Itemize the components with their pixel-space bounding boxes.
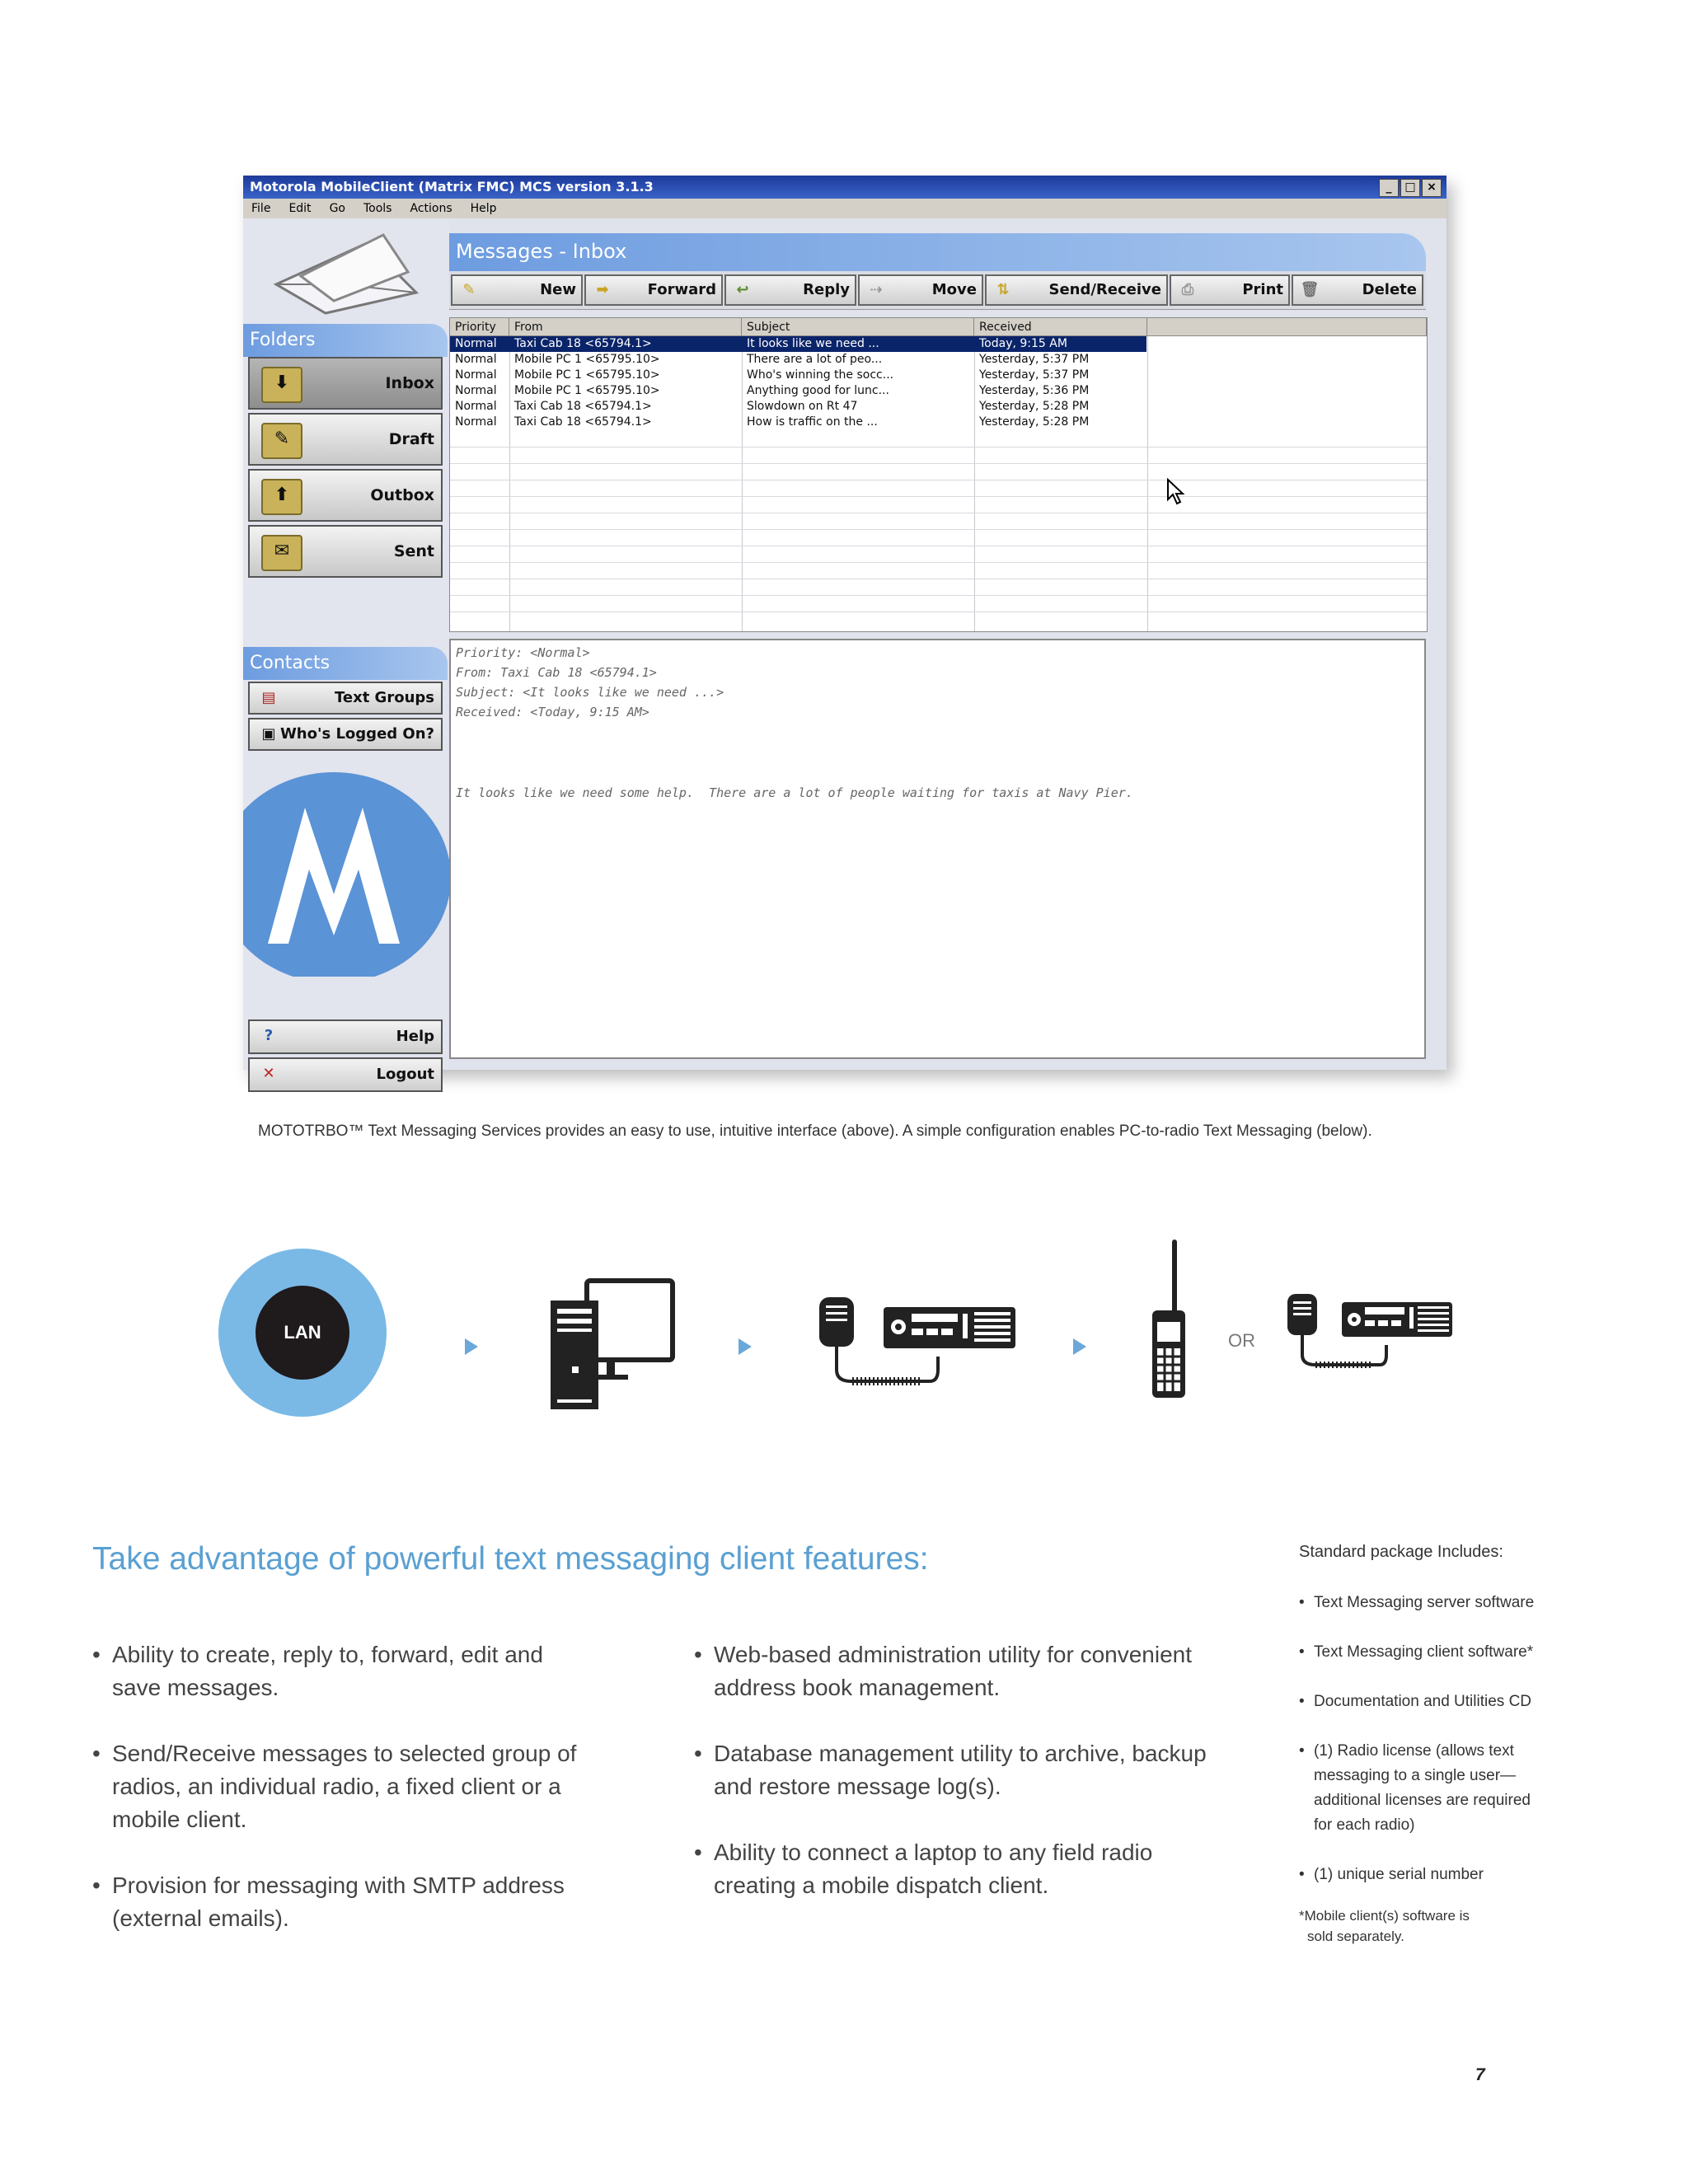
feature-line: address book management. bbox=[714, 1675, 1001, 1700]
motorola-logo bbox=[243, 771, 449, 977]
mobile-radio-icon bbox=[1282, 1287, 1456, 1378]
cell-from: Mobile PC 1 <65795.10> bbox=[514, 384, 660, 397]
logout-button[interactable] bbox=[248, 1057, 443, 1092]
outbox-icon: ⬆ bbox=[261, 479, 302, 515]
cell-from: Taxi Cab 18 <65794.1> bbox=[514, 337, 652, 350]
reply-label: Reply bbox=[803, 281, 850, 298]
feature-bullet bbox=[92, 1737, 576, 1836]
or-label: OR bbox=[1228, 1330, 1255, 1351]
footnote-line: *Mobile client(s) software is bbox=[1299, 1908, 1470, 1924]
logout-icon: ✕ bbox=[262, 1065, 275, 1082]
feature-line: Ability to connect a laptop to any field radio bbox=[714, 1840, 1153, 1865]
window-title: Motorola MobileClient (Matrix FMC) MCS version 3.1.3 bbox=[250, 179, 654, 194]
contact-label: Text Groups bbox=[334, 689, 434, 706]
column-header-from[interactable]: From bbox=[509, 318, 742, 336]
bullet-mark: • bbox=[92, 1741, 101, 1766]
bullet-mark: • bbox=[694, 1840, 702, 1865]
arrow-icon bbox=[738, 1338, 752, 1355]
bullet-mark: • bbox=[1299, 1643, 1305, 1661]
feature-bullet bbox=[92, 1638, 543, 1704]
cell-received: Yesterday, 5:36 PM bbox=[979, 384, 1090, 397]
feature-line: Send/Receive messages to selected group of bbox=[112, 1741, 577, 1766]
feature-line: Provision for messaging with SMTP address bbox=[112, 1872, 565, 1898]
preview-body: It looks like we need some help. There are a lot of people waiting for taxis at Navy Pier. bbox=[456, 785, 1133, 800]
menu-go[interactable]: Go bbox=[329, 202, 345, 215]
package-line: messaging to a single user— bbox=[1314, 1767, 1517, 1784]
toolbar bbox=[449, 271, 1426, 310]
feature-bullet bbox=[694, 1737, 1207, 1803]
folder-label: Sent bbox=[393, 542, 434, 560]
features-heading: Take advantage of powerful text messaging client features: bbox=[92, 1541, 929, 1577]
preview-from: From: Taxi Cab 18 <65794.1> bbox=[456, 665, 657, 680]
grid-line bbox=[450, 447, 1427, 448]
table-row[interactable] bbox=[450, 415, 1146, 430]
cell-priority: Normal bbox=[455, 400, 497, 413]
package-item bbox=[1299, 1739, 1531, 1838]
sent-icon: ✉ bbox=[261, 535, 302, 571]
bullet-mark: • bbox=[92, 1642, 101, 1667]
menu-edit[interactable]: Edit bbox=[288, 202, 312, 215]
cell-from: Mobile PC 1 <65795.10> bbox=[514, 353, 660, 366]
delete-button[interactable] bbox=[1292, 274, 1423, 306]
print-icon: ⎙ bbox=[1181, 281, 1194, 298]
draft-icon: ✎ bbox=[261, 423, 302, 459]
message-preview bbox=[449, 639, 1426, 1059]
reply-icon: ↩ bbox=[736, 281, 749, 298]
folder-label: Draft bbox=[388, 430, 434, 448]
new-label: New bbox=[540, 281, 576, 298]
cell-received: Yesterday, 5:37 PM bbox=[979, 353, 1090, 366]
folder-label: Outbox bbox=[370, 486, 434, 504]
table-row[interactable] bbox=[450, 383, 1146, 399]
cell-from: Taxi Cab 18 <65794.1> bbox=[514, 415, 652, 429]
send-receive-button[interactable] bbox=[985, 274, 1168, 306]
package-footnote bbox=[1299, 1905, 1513, 1947]
feature-line: Database management utility to archive, backup bbox=[714, 1741, 1207, 1766]
bullet-mark: • bbox=[1299, 1594, 1305, 1611]
cell-priority: Normal bbox=[455, 353, 497, 366]
logged-on-icon: ▣ bbox=[261, 725, 276, 743]
help-label: Help bbox=[396, 1028, 434, 1045]
folders-header: Folders bbox=[243, 324, 448, 357]
column-header-priority[interactable]: Priority bbox=[450, 318, 509, 336]
main-pane bbox=[449, 218, 1447, 1070]
cell-priority: Normal bbox=[455, 368, 497, 382]
move-icon: ⇢ bbox=[870, 281, 883, 298]
folder-outbox[interactable] bbox=[248, 469, 443, 522]
cell-received: Today, 9:15 AM bbox=[979, 337, 1067, 350]
minimize-icon[interactable]: _ bbox=[1379, 179, 1399, 197]
package-line: Text Messaging server software bbox=[1314, 1594, 1535, 1611]
bullet-mark: • bbox=[1299, 1866, 1305, 1883]
mouse-cursor-icon bbox=[1166, 478, 1186, 506]
feature-line: and restore message log(s). bbox=[714, 1774, 1001, 1799]
menu-file[interactable]: File bbox=[251, 202, 271, 215]
package-line: (1) unique serial number bbox=[1314, 1866, 1484, 1883]
handheld-radio-icon bbox=[1149, 1236, 1190, 1401]
footnote-line: sold separately. bbox=[1307, 1929, 1404, 1944]
bullet-mark: • bbox=[1299, 1693, 1305, 1710]
package-line: (1) Radio license (allows text bbox=[1314, 1742, 1514, 1760]
feature-line: mobile client. bbox=[112, 1807, 247, 1832]
inbox-icon: ⬇ bbox=[261, 367, 302, 403]
cell-subject: There are a lot of peo... bbox=[747, 353, 883, 366]
feature-bullet bbox=[694, 1638, 1192, 1704]
preview-received: Received: <Today, 9:15 AM> bbox=[456, 705, 649, 719]
cell-priority: Normal bbox=[455, 384, 497, 397]
cell-subject: Slowdown on Rt 47 bbox=[747, 400, 858, 413]
folder-sent[interactable] bbox=[248, 525, 443, 578]
new-button[interactable] bbox=[451, 274, 583, 306]
delete-label: Delete bbox=[1362, 281, 1417, 298]
folder-draft[interactable] bbox=[248, 413, 443, 466]
feature-bullet bbox=[694, 1836, 1152, 1902]
new-icon: ✎ bbox=[462, 281, 476, 298]
bullet-mark: • bbox=[694, 1741, 702, 1766]
delete-icon: 🗑 bbox=[1300, 281, 1320, 298]
bullet-mark: • bbox=[1299, 1742, 1305, 1760]
preview-priority: Priority: <Normal> bbox=[456, 645, 590, 660]
grid-line bbox=[450, 562, 1427, 563]
send-receive-icon: ⇅ bbox=[996, 281, 1010, 298]
message-list bbox=[449, 317, 1428, 632]
feature-line: (external emails). bbox=[112, 1905, 289, 1931]
cell-priority: Normal bbox=[455, 415, 497, 429]
menu-tools[interactable]: Tools bbox=[363, 202, 392, 215]
contacts-text-groups[interactable] bbox=[248, 682, 443, 715]
mobile-radio-icon bbox=[814, 1287, 1020, 1394]
feature-bullet bbox=[92, 1869, 565, 1935]
package-item bbox=[1299, 1690, 1531, 1714]
package-line: for each radio) bbox=[1314, 1816, 1415, 1834]
column-header-blank bbox=[1147, 318, 1427, 336]
figure-caption: MOTOTRBO™ Text Messaging Services provides an easy to use, intuitive interface (above). A simple configuration enables PC-to-radio Text Messaging (below). bbox=[258, 1122, 1372, 1140]
grid-line bbox=[450, 496, 1427, 497]
package-item bbox=[1299, 1863, 1484, 1887]
window-titlebar bbox=[243, 176, 1447, 199]
lan-label: LAN bbox=[256, 1286, 349, 1380]
reply-button[interactable] bbox=[724, 274, 856, 306]
print-label: Print bbox=[1242, 281, 1283, 298]
feature-line: save messages. bbox=[112, 1675, 279, 1700]
package-title: Standard package Includes: bbox=[1299, 1543, 1503, 1561]
text-groups-icon: ▤ bbox=[261, 689, 276, 706]
logout-label: Logout bbox=[376, 1066, 434, 1083]
package-item bbox=[1299, 1591, 1534, 1615]
cell-received: Yesterday, 5:28 PM bbox=[979, 400, 1090, 413]
cell-subject: It looks like we need ... bbox=[747, 337, 879, 350]
column-header-subject[interactable]: Subject bbox=[742, 318, 974, 336]
cell-received: Yesterday, 5:37 PM bbox=[979, 368, 1090, 382]
cell-priority: Normal bbox=[455, 337, 497, 350]
arrow-icon bbox=[465, 1338, 478, 1355]
contacts-header: Contacts bbox=[243, 647, 448, 680]
envelope-icon bbox=[268, 227, 424, 317]
forward-label: Forward bbox=[647, 281, 716, 298]
close-icon[interactable]: × bbox=[1422, 179, 1442, 197]
forward-icon: ➡ bbox=[596, 281, 609, 298]
help-icon: ? bbox=[264, 1027, 274, 1044]
page-number: 7 bbox=[1475, 2065, 1485, 2084]
table-row[interactable] bbox=[450, 399, 1146, 415]
column-header-received[interactable]: Received bbox=[974, 318, 1147, 336]
menubar bbox=[243, 199, 1447, 218]
grid-line bbox=[450, 463, 1427, 464]
arrow-icon bbox=[1073, 1338, 1086, 1355]
grid-line bbox=[450, 595, 1427, 596]
preview-subject: Subject: <It looks like we need ...> bbox=[456, 685, 724, 700]
desktop-computer-icon bbox=[547, 1276, 679, 1411]
table-row[interactable] bbox=[450, 352, 1146, 368]
cell-subject: Anything good for lunc... bbox=[747, 384, 889, 397]
cell-subject: Who's winning the socc... bbox=[747, 368, 894, 382]
contacts-whos-logged-on[interactable] bbox=[248, 718, 443, 751]
cell-received: Yesterday, 5:28 PM bbox=[979, 415, 1090, 429]
bullet-mark: • bbox=[92, 1872, 101, 1898]
menu-actions[interactable]: Actions bbox=[410, 202, 452, 215]
package-line: Documentation and Utilities CD bbox=[1314, 1693, 1532, 1710]
contact-label: Who's Logged On? bbox=[279, 725, 434, 743]
cell-subject: How is traffic on the ... bbox=[747, 415, 878, 429]
package-item bbox=[1299, 1640, 1533, 1665]
move-label: Move bbox=[931, 281, 977, 298]
cell-from: Mobile PC 1 <65795.10> bbox=[514, 368, 660, 382]
bullet-mark: • bbox=[694, 1642, 702, 1667]
column-divider bbox=[1147, 336, 1148, 631]
cell-from: Taxi Cab 18 <65794.1> bbox=[514, 400, 652, 413]
package-line: Text Messaging client software* bbox=[1314, 1643, 1534, 1661]
move-button[interactable] bbox=[858, 274, 983, 306]
inbox-header: Messages - Inbox bbox=[449, 233, 1426, 271]
feature-line: creating a mobile dispatch client. bbox=[714, 1872, 1049, 1898]
help-button[interactable] bbox=[248, 1019, 443, 1054]
package-line: additional licenses are required bbox=[1314, 1792, 1531, 1809]
forward-button[interactable] bbox=[584, 274, 723, 306]
feature-line: radios, an individual radio, a fixed client or a bbox=[112, 1774, 561, 1799]
maximize-icon[interactable]: □ bbox=[1400, 179, 1420, 197]
folder-label: Inbox bbox=[385, 374, 434, 392]
menu-help[interactable]: Help bbox=[470, 202, 497, 215]
table-row[interactable] bbox=[450, 368, 1146, 383]
send-receive-label: Send/Receive bbox=[1048, 281, 1161, 298]
folder-inbox[interactable] bbox=[248, 357, 443, 410]
left-pane bbox=[243, 218, 449, 1083]
print-button[interactable] bbox=[1170, 274, 1290, 306]
mobileclient-window bbox=[243, 176, 1447, 1083]
grid-line bbox=[450, 529, 1427, 530]
feature-line: Web-based administration utility for convenient bbox=[714, 1642, 1193, 1667]
feature-line: Ability to create, reply to, forward, edit and bbox=[112, 1642, 543, 1667]
table-row[interactable] bbox=[450, 336, 1146, 352]
